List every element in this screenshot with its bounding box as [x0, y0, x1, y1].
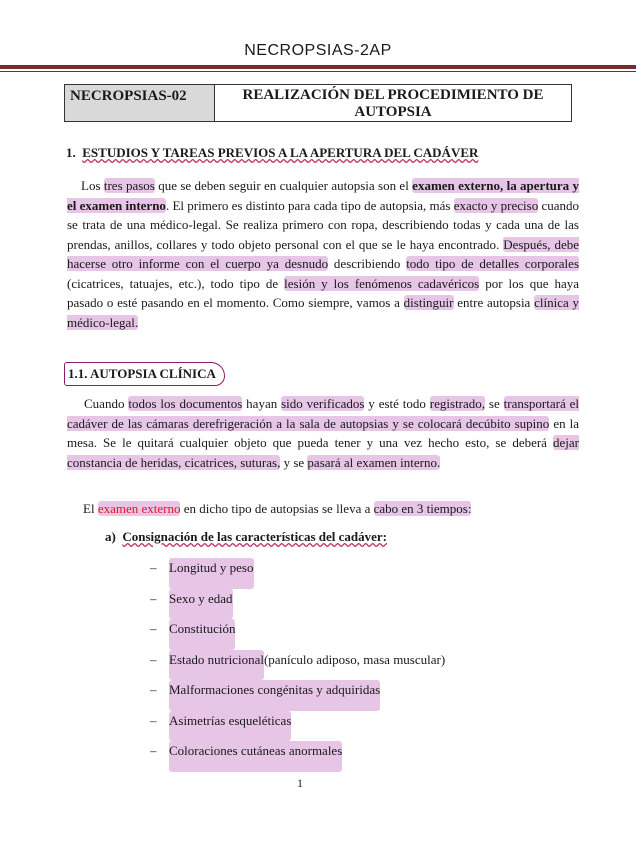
list-item: [150, 619, 445, 650]
list-item-text: Estado nutricional: [169, 650, 264, 681]
procedure-code: NECROPSIAS-02: [65, 85, 215, 121]
highlight: tres pasos: [103, 178, 155, 193]
highlight: todos los documentos: [128, 396, 243, 411]
subsection-heading: 1.1. AUTOPSIA CLÍNICA: [64, 362, 225, 386]
bold-highlight: examen externo, la apertura y el examen interno: [67, 178, 579, 213]
highlight: clínica y médico-legal.: [67, 295, 579, 330]
text: y se: [280, 454, 308, 470]
dash-bullet: –: [150, 560, 157, 575]
section-heading: [66, 145, 478, 161]
red-highlight: examen externo: [97, 501, 181, 516]
text: y esté todo: [364, 396, 430, 411]
list-item-text: Asimetrías esqueléticas: [169, 711, 291, 742]
dash-bullet: –: [150, 621, 157, 636]
paragraph: [67, 499, 579, 519]
list-item-text: Longitud y peso: [169, 558, 254, 589]
text: en dicho tipo de autopsias se lleva a: [180, 501, 374, 516]
text: Cuando: [84, 396, 129, 411]
list-item: [150, 558, 445, 589]
list-item: [150, 589, 445, 620]
paragraph: [67, 176, 579, 332]
document-header-title: NECROPSIAS-2AP: [244, 42, 392, 59]
dash-bullet: –: [150, 682, 157, 697]
highlight: sido verificados: [281, 396, 365, 411]
highlight: cabo en 3 tiempos:: [373, 501, 472, 516]
dash-bullet: –: [150, 590, 157, 606]
subsection-title: Consignación de las características del cadáver:: [122, 529, 387, 544]
list-item-text: Malformaciones congénitas y adquiridas: [169, 680, 380, 711]
page-number: 1: [297, 776, 303, 790]
list-item: [150, 741, 445, 772]
highlight: transportará el cadáver de las cámaras derefrigeración a la sala de autopsias y se colocará decúbito supino: [67, 396, 579, 431]
section-title: ESTUDIOS Y TAREAS PREVIOS A LA APERTURA DEL CADÁVER: [82, 145, 479, 160]
text: se: [485, 396, 504, 411]
subsection-a-heading: [105, 529, 387, 545]
procedure-title: REALIZACIÓN DEL PROCEDIMIENTO DE AUTOPSIA: [242, 87, 544, 120]
list-item: [150, 650, 445, 681]
text: entre autopsia: [453, 295, 535, 310]
text: Los: [81, 178, 104, 193]
text: en la mesa. Se le quitará cualquier objeto que pueda tener y una vez hecho esto, se deberá: [67, 415, 580, 450]
text: . El primero es distinto para cada tipo de autopsia, más: [165, 197, 454, 213]
highlight: todo tipo de detalles corporales: [406, 256, 580, 271]
text: El: [83, 501, 98, 516]
list-item: [150, 711, 445, 742]
header-rule-thin: [0, 71, 636, 72]
section-number: 1.: [66, 145, 76, 160]
highlight: Después, debe hacerse otro informe con el cuerpo ya desnudo: [67, 236, 579, 271]
dash-bullet: –: [150, 712, 157, 728]
paragraph: [67, 394, 579, 472]
list-item-extra: (panículo adiposo, masa muscular): [263, 651, 446, 667]
list-item-text: Sexo y edad: [169, 589, 233, 620]
text: cuando se trata de una médico-legal. Se realiza primero con ropa, describiendo todas y cada una de las prendas, anillos, collares y todo objeto personal con el que se le haya encontrado.: [67, 197, 579, 252]
dash-bullet: –: [150, 743, 157, 758]
subsection-letter: a): [105, 529, 116, 544]
highlight: lesión y los fenómenos cadavéricos: [284, 275, 480, 291]
list-item: [150, 680, 445, 711]
text: por los que haya pasado o esté pasando en el momento. Como siempre, vamos a: [67, 275, 579, 310]
title-table: [64, 84, 572, 122]
text: (cicatrices, tatuajes, etc.), todo tipo de: [67, 275, 285, 291]
list-item-text: Constitución: [169, 619, 235, 650]
text: hayan: [242, 396, 282, 411]
highlight: pasará al examen interno.: [307, 454, 441, 470]
header-rule: [0, 65, 636, 69]
characteristics-list: [150, 558, 445, 772]
highlight: exacto y preciso: [453, 197, 539, 213]
highlight: distinguir: [403, 295, 454, 310]
list-item-text: Coloraciones cutáneas anormales: [169, 741, 342, 772]
text: describiendo: [328, 256, 407, 271]
highlight: dejar constancia de heridas, cicatrices, suturas,: [67, 435, 579, 470]
dash-bullet: –: [150, 651, 157, 667]
highlight: registrado,: [429, 396, 486, 411]
text: que se deben seguir en cualquier autopsia son el: [154, 178, 413, 193]
